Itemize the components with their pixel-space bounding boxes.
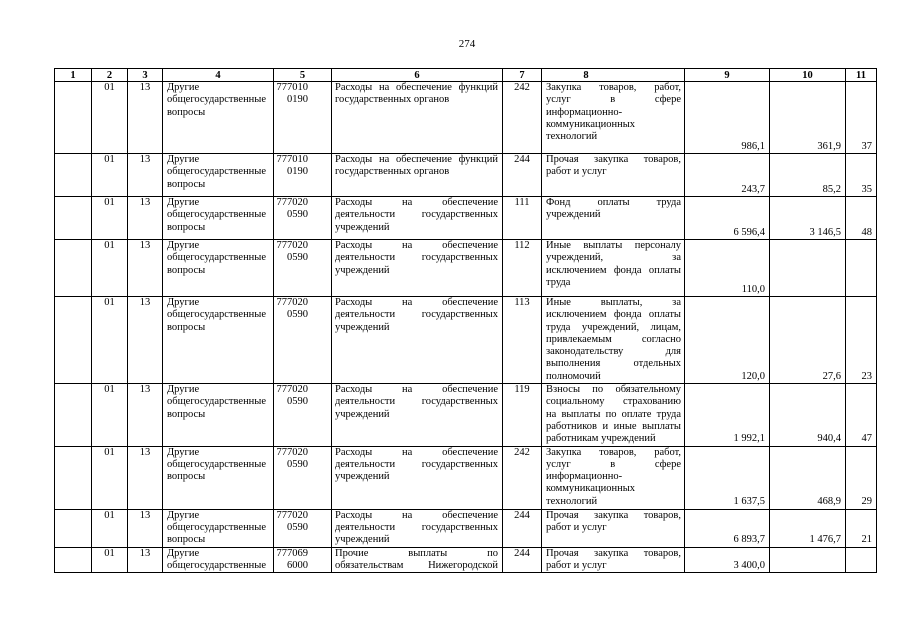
cell-col-6 bbox=[332, 154, 503, 197]
cell-col-9: 6 893,7 bbox=[685, 509, 770, 547]
cell-col-9: 243,7 bbox=[685, 154, 770, 197]
cell-col-1 bbox=[55, 154, 92, 197]
cell-line: полномочий bbox=[546, 370, 601, 382]
cell-col-9: 6 596,4 bbox=[685, 197, 770, 240]
cell-line: на выплаты по оплате труда bbox=[546, 408, 681, 420]
cell-col-5 bbox=[274, 154, 332, 197]
cell-col-2: 01 bbox=[92, 297, 128, 384]
column-header-7: 7 bbox=[503, 69, 542, 82]
table-row bbox=[55, 384, 877, 446]
cell-col-1 bbox=[55, 509, 92, 547]
cell-line: Другие bbox=[167, 197, 200, 208]
cell-line: коммуникационных bbox=[546, 483, 636, 495]
page-number: 274 bbox=[458, 38, 476, 50]
cell-col-8 bbox=[542, 446, 685, 509]
cell-col-5 bbox=[274, 384, 332, 446]
column-header-9: 9 bbox=[685, 69, 770, 82]
table-row bbox=[55, 547, 877, 573]
cell-line: Другие bbox=[167, 384, 200, 396]
cell-col-11: 35 bbox=[846, 154, 877, 197]
cell-line: 0190 bbox=[287, 94, 308, 106]
cell-col-8 bbox=[542, 297, 685, 384]
cell-line: Расходы на обеспечение bbox=[335, 297, 498, 308]
cell-line: вопросы bbox=[167, 408, 206, 420]
cell-col-10: 1 476,7 bbox=[770, 509, 846, 547]
cell-line: общегосударственные bbox=[167, 458, 267, 470]
cell-col-7: 244 bbox=[503, 154, 542, 197]
cell-line: Расходы на обеспечение функций bbox=[335, 82, 498, 93]
cell-line: деятельности государственных bbox=[335, 458, 498, 470]
cell-line: Другие bbox=[167, 446, 200, 458]
cell-line: труда учреждений, лицам, bbox=[546, 321, 681, 333]
cell-line: информационно- bbox=[546, 106, 623, 118]
cell-col-9: 120,0 bbox=[685, 297, 770, 384]
budget-table bbox=[54, 68, 877, 573]
cell-line: исключением фонда оплаты bbox=[546, 264, 681, 276]
cell-line: 777020 bbox=[276, 297, 308, 308]
table-row bbox=[55, 240, 877, 297]
cell-line: Расходы на обеспечение bbox=[335, 509, 498, 521]
cell-line: обязательствам Нижегородской bbox=[335, 559, 498, 571]
cell-col-6 bbox=[332, 197, 503, 240]
cell-line: учреждений bbox=[335, 221, 390, 233]
cell-line: Другие bbox=[167, 240, 200, 251]
cell-line: Прочая закупка товаров, bbox=[546, 547, 681, 559]
table-row bbox=[55, 154, 877, 197]
cell-line: Взносы по обязательному bbox=[546, 384, 681, 396]
column-header-5: 5 bbox=[274, 69, 332, 82]
table-row bbox=[55, 82, 877, 154]
cell-col-3: 13 bbox=[128, 384, 163, 446]
cell-line: информационно- bbox=[546, 471, 623, 483]
cell-col-10: 85,2 bbox=[770, 154, 846, 197]
cell-col-11: 37 bbox=[846, 82, 877, 154]
cell-col-8 bbox=[542, 197, 685, 240]
cell-line: работ и услуг bbox=[546, 521, 607, 533]
cell-col-8 bbox=[542, 384, 685, 446]
cell-line: общегосударственные bbox=[167, 396, 267, 408]
cell-col-9: 1 992,1 bbox=[685, 384, 770, 446]
cell-line: деятельности государственных bbox=[335, 309, 498, 321]
cell-line: общегосударственные bbox=[167, 252, 267, 264]
cell-col-5 bbox=[274, 446, 332, 509]
cell-line: Другие bbox=[167, 547, 200, 559]
cell-line: 777020 bbox=[276, 240, 308, 251]
cell-line: Другие bbox=[167, 154, 200, 165]
cell-col-5 bbox=[274, 547, 332, 573]
cell-col-4 bbox=[163, 197, 274, 240]
cell-col-6 bbox=[332, 240, 503, 297]
cell-col-7: 119 bbox=[503, 384, 542, 446]
cell-col-8 bbox=[542, 240, 685, 297]
cell-col-9: 986,1 bbox=[685, 82, 770, 154]
cell-col-2: 01 bbox=[92, 82, 128, 154]
cell-col-3: 13 bbox=[128, 297, 163, 384]
cell-col-4 bbox=[163, 384, 274, 446]
cell-col-6 bbox=[332, 297, 503, 384]
cell-col-10 bbox=[770, 240, 846, 297]
cell-col-5 bbox=[274, 509, 332, 547]
cell-line: привлекаемым согласно bbox=[546, 333, 681, 345]
cell-col-8 bbox=[542, 509, 685, 547]
cell-col-9: 3 400,0 bbox=[685, 547, 770, 573]
cell-line: работ и услуг bbox=[546, 166, 607, 178]
cell-line: технологий bbox=[546, 495, 598, 507]
cell-col-10: 27,6 bbox=[770, 297, 846, 384]
cell-col-5 bbox=[274, 240, 332, 297]
cell-line: коммуникационных bbox=[546, 118, 636, 130]
cell-line: общегосударственные bbox=[167, 559, 267, 571]
cell-col-5 bbox=[274, 82, 332, 154]
cell-col-5 bbox=[274, 197, 332, 240]
cell-line: 777020 bbox=[276, 384, 308, 396]
cell-line: Расходы на обеспечение bbox=[335, 384, 498, 396]
cell-col-7: 242 bbox=[503, 446, 542, 509]
cell-col-10 bbox=[770, 547, 846, 573]
cell-col-1 bbox=[55, 197, 92, 240]
cell-col-2: 01 bbox=[92, 240, 128, 297]
cell-line: социальному страхованию bbox=[546, 396, 681, 408]
cell-line: деятельности государственных bbox=[335, 209, 498, 221]
cell-line: услуг в сфере bbox=[546, 458, 681, 470]
cell-line: вопросы bbox=[167, 264, 206, 276]
cell-col-6 bbox=[332, 446, 503, 509]
cell-line: 0590 bbox=[287, 396, 308, 408]
column-header-2: 2 bbox=[92, 69, 128, 82]
cell-col-1 bbox=[55, 446, 92, 509]
cell-line: учреждений bbox=[335, 534, 390, 546]
cell-line: исключением фонда оплаты bbox=[546, 309, 681, 321]
cell-line: 777020 bbox=[276, 197, 308, 208]
cell-line: государственных органов bbox=[335, 166, 450, 178]
cell-line: вопросы bbox=[167, 221, 206, 233]
cell-col-7: 242 bbox=[503, 82, 542, 154]
cell-col-3: 13 bbox=[128, 240, 163, 297]
cell-line: Расходы на обеспечение bbox=[335, 197, 498, 208]
table-row bbox=[55, 446, 877, 509]
cell-col-10: 361,9 bbox=[770, 82, 846, 154]
cell-line: 777010 bbox=[276, 82, 308, 93]
cell-col-2: 01 bbox=[92, 509, 128, 547]
column-header-3: 3 bbox=[128, 69, 163, 82]
cell-line: услуг в сфере bbox=[546, 94, 681, 106]
cell-col-1 bbox=[55, 82, 92, 154]
cell-col-2: 01 bbox=[92, 197, 128, 240]
cell-line: 0590 bbox=[287, 458, 308, 470]
cell-col-11: 47 bbox=[846, 384, 877, 446]
cell-line: законодательству для bbox=[546, 346, 681, 358]
cell-line: Закупка товаров, работ, bbox=[546, 82, 681, 93]
cell-line: деятельности государственных bbox=[335, 252, 498, 264]
cell-line: 777010 bbox=[276, 154, 308, 165]
table-header bbox=[55, 69, 877, 82]
cell-col-4 bbox=[163, 547, 274, 573]
cell-col-3: 13 bbox=[128, 446, 163, 509]
cell-col-3: 13 bbox=[128, 197, 163, 240]
cell-line: государственных органов bbox=[335, 94, 450, 106]
cell-col-1 bbox=[55, 297, 92, 384]
cell-line: труда bbox=[546, 276, 571, 288]
cell-col-9: 1 637,5 bbox=[685, 446, 770, 509]
cell-col-11: 23 bbox=[846, 297, 877, 384]
cell-line: Закупка товаров, работ, bbox=[546, 446, 681, 458]
cell-col-7: 111 bbox=[503, 197, 542, 240]
cell-line: Другие bbox=[167, 297, 200, 308]
cell-col-4 bbox=[163, 297, 274, 384]
cell-col-6 bbox=[332, 509, 503, 547]
cell-col-11 bbox=[846, 547, 877, 573]
column-header-6: 6 bbox=[332, 69, 503, 82]
cell-col-4 bbox=[163, 509, 274, 547]
cell-col-6 bbox=[332, 547, 503, 573]
cell-col-7: 244 bbox=[503, 509, 542, 547]
cell-col-2: 01 bbox=[92, 446, 128, 509]
column-header-4: 4 bbox=[163, 69, 274, 82]
cell-line: 0590 bbox=[287, 209, 308, 221]
cell-line: общегосударственные bbox=[167, 94, 267, 106]
cell-col-11: 48 bbox=[846, 197, 877, 240]
cell-line: общегосударственные bbox=[167, 209, 267, 221]
cell-col-8 bbox=[542, 82, 685, 154]
cell-line: Другие bbox=[167, 509, 200, 521]
table-header-row bbox=[55, 69, 877, 82]
cell-line: 0190 bbox=[287, 166, 308, 178]
column-header-1: 1 bbox=[55, 69, 92, 82]
cell-line: Фонд оплаты труда bbox=[546, 197, 681, 208]
cell-line: Расходы на обеспечение функций bbox=[335, 154, 498, 165]
cell-line: работ и услуг bbox=[546, 559, 607, 571]
cell-line: учреждений bbox=[335, 321, 390, 333]
cell-col-1 bbox=[55, 384, 92, 446]
column-header-11: 11 bbox=[846, 69, 877, 82]
cell-col-7: 113 bbox=[503, 297, 542, 384]
cell-line: работников и иные выплаты bbox=[546, 420, 681, 432]
cell-line: Иные выплаты персоналу bbox=[546, 240, 681, 251]
table-row bbox=[55, 197, 877, 240]
cell-col-4 bbox=[163, 446, 274, 509]
cell-line: 0590 bbox=[287, 252, 308, 264]
cell-col-6 bbox=[332, 82, 503, 154]
cell-line: Иные выплаты, за bbox=[546, 297, 681, 308]
cell-col-10: 3 146,5 bbox=[770, 197, 846, 240]
cell-col-10: 468,9 bbox=[770, 446, 846, 509]
cell-col-4 bbox=[163, 240, 274, 297]
cell-line: 777020 bbox=[276, 446, 308, 458]
table-body bbox=[55, 82, 877, 573]
cell-line: деятельности государственных bbox=[335, 396, 498, 408]
cell-col-3: 13 bbox=[128, 82, 163, 154]
cell-line: Расходы на обеспечение bbox=[335, 446, 498, 458]
cell-line: вопросы bbox=[167, 321, 206, 333]
cell-line: учреждений bbox=[335, 264, 390, 276]
cell-col-11 bbox=[846, 240, 877, 297]
cell-line: общегосударственные bbox=[167, 309, 267, 321]
cell-col-3: 13 bbox=[128, 154, 163, 197]
cell-line: 6000 bbox=[287, 559, 308, 571]
cell-line: Другие bbox=[167, 82, 200, 93]
column-header-10: 10 bbox=[770, 69, 846, 82]
cell-col-2: 01 bbox=[92, 547, 128, 573]
cell-col-1 bbox=[55, 240, 92, 297]
cell-col-11: 21 bbox=[846, 509, 877, 547]
cell-line: Расходы на обеспечение bbox=[335, 240, 498, 251]
cell-line: Прочая закупка товаров, bbox=[546, 509, 681, 521]
cell-line: вопросы bbox=[167, 534, 206, 546]
cell-col-3: 13 bbox=[128, 509, 163, 547]
cell-line: общегосударственные bbox=[167, 521, 267, 533]
cell-line: деятельности государственных bbox=[335, 521, 498, 533]
cell-col-4 bbox=[163, 82, 274, 154]
cell-col-5 bbox=[274, 297, 332, 384]
cell-line: учреждений bbox=[546, 209, 601, 221]
column-header-8: 8 bbox=[542, 69, 685, 82]
cell-col-1 bbox=[55, 547, 92, 573]
cell-col-9: 110,0 bbox=[685, 240, 770, 297]
cell-col-3: 13 bbox=[128, 547, 163, 573]
cell-col-7: 244 bbox=[503, 547, 542, 573]
cell-col-11: 29 bbox=[846, 446, 877, 509]
cell-col-8 bbox=[542, 547, 685, 573]
cell-line: 777020 bbox=[276, 509, 308, 521]
cell-col-4 bbox=[163, 154, 274, 197]
cell-col-2: 01 bbox=[92, 154, 128, 197]
cell-line: 0590 bbox=[287, 309, 308, 321]
cell-col-8 bbox=[542, 154, 685, 197]
cell-line: выполнения отдельных bbox=[546, 358, 681, 370]
cell-col-10: 940,4 bbox=[770, 384, 846, 446]
cell-line: учреждений bbox=[335, 408, 390, 420]
cell-line: общегосударственные bbox=[167, 166, 267, 178]
cell-line: работникам учреждений bbox=[546, 433, 656, 445]
cell-line: Прочая закупка товаров, bbox=[546, 154, 681, 165]
cell-line: вопросы bbox=[167, 106, 206, 118]
cell-line: технологий bbox=[546, 131, 598, 143]
cell-line: Прочие выплаты по bbox=[335, 547, 498, 559]
table-row bbox=[55, 297, 877, 384]
cell-line: учреждений bbox=[335, 471, 390, 483]
cell-line: вопросы bbox=[167, 471, 206, 483]
cell-line: вопросы bbox=[167, 178, 206, 190]
table-row bbox=[55, 509, 877, 547]
cell-line: учреждений, за bbox=[546, 252, 681, 264]
cell-line: 777069 bbox=[276, 547, 308, 559]
cell-col-6 bbox=[332, 384, 503, 446]
cell-col-2: 01 bbox=[92, 384, 128, 446]
cell-col-7: 112 bbox=[503, 240, 542, 297]
cell-line: 0590 bbox=[287, 521, 308, 533]
